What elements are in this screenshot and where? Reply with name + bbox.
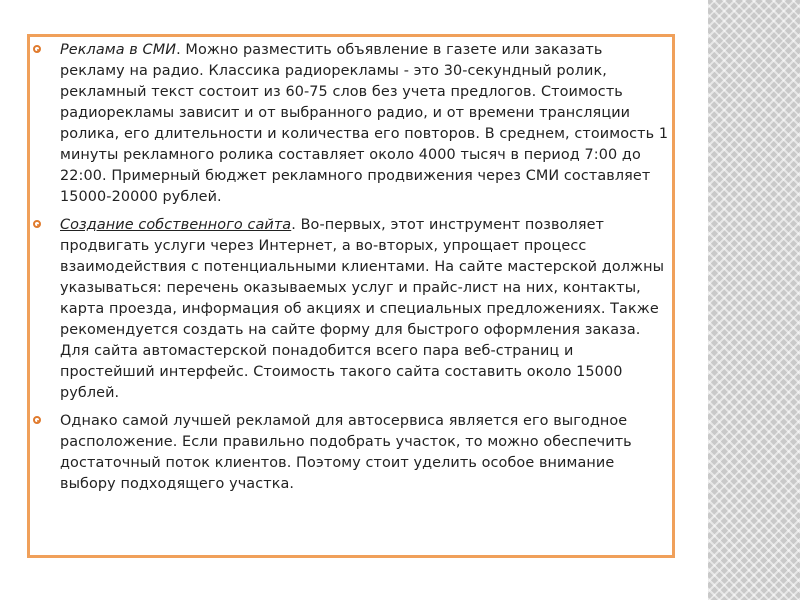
bullet-text-location: Однако самой лучшей рекламой для автосервиса является его выгодное расположение. Если правильно подобрать участок, то можно обеспечить достаточный поток клиентов. Поэтому стоит уделить особое внимание выбору подходящего участка. xyxy=(60,413,632,492)
bullet-marker-icon xyxy=(33,220,41,228)
bullet-lead-media-ads: Реклама в СМИ xyxy=(60,42,177,58)
decorative-side-strip xyxy=(708,0,800,600)
bullet-text-media-ads: . Можно разместить объявление в газете или заказать рекламу на радио. Классика радиорекламы - это 30-секундный ролик, рекламный текст состоит из 60-75 слов без учета предлогов. Стоимость радиорекламы зависит и от выбранного радио, и от времени трансляции ролика, его длительности и количества его повторов. В среднем, стоимость 1 минуты рекламного ролика составляет около 4000 тысяч в период 7:00 до 22:00. Примерный бюджет рекламного продвижения через СМИ составляет 15000-20000 рублей. xyxy=(60,42,669,205)
bullet-item-media-ads xyxy=(33,40,669,208)
bullet-item-own-website xyxy=(33,215,669,404)
bullet-lead-own-website: Создание собственного сайта xyxy=(60,217,292,233)
bullet-text-own-website: . Во-первых, этот инструмент позволяет продвигать услуги через Интернет, а во-вторых, упрощает процесс взаимодействия с потенциальными клиентами. На сайте мастерской должны указываться: перечень оказываемых услуг и прайс-лист на них, контакты, карта проезда, информация об акциях и специальных предложениях. Также рекомендуется создать на сайте форму для быстрого оформления заказа. Для сайта автомастерской понадобится всего пара веб-страниц и простейший интерфейс. Стоимость такого сайта составить около 15000 рублей. xyxy=(60,217,665,401)
slide-text-body xyxy=(33,40,669,502)
bullet-marker-icon xyxy=(33,416,41,424)
bullet-marker-icon xyxy=(33,45,41,53)
bullet-item-location xyxy=(33,411,669,495)
